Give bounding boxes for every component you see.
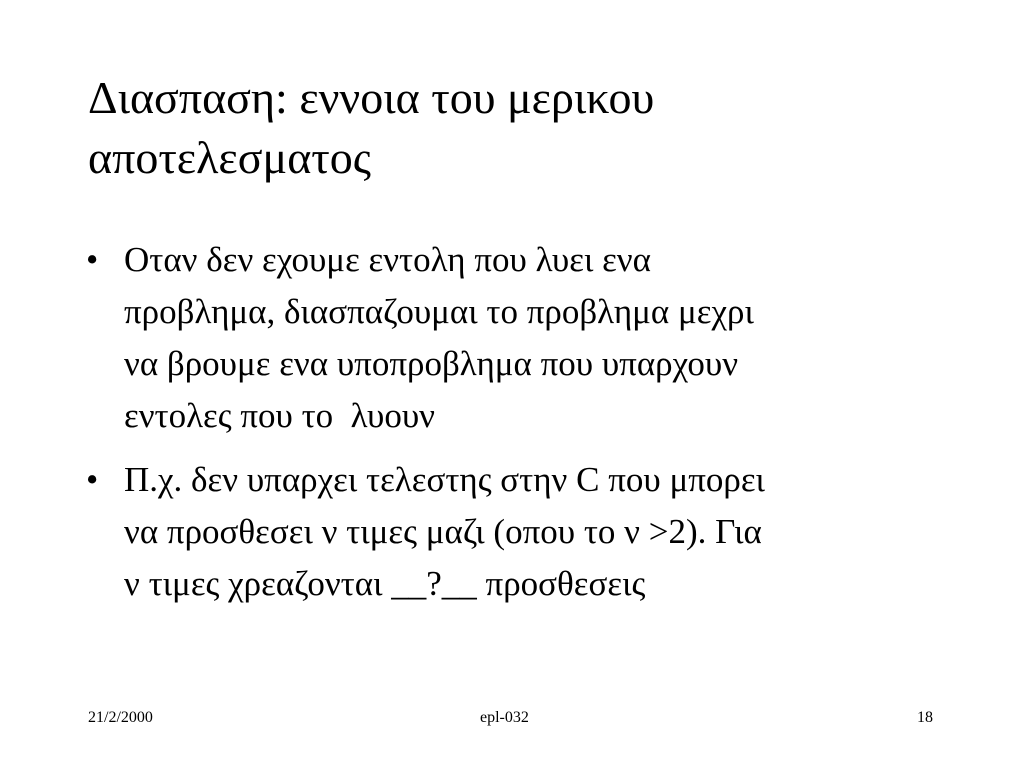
bullet-marker: •	[86, 240, 99, 279]
bullet-1-line-4: εντολες που το λυουν	[124, 396, 436, 435]
footer-page-number: 18	[917, 709, 933, 726]
footer-date: 21/2/2000	[88, 709, 153, 726]
bullet-1-line-3: να βρουμε ενα υποπροβλημα που υπαρχουν	[124, 344, 739, 383]
bullet-2-line-3: ν τιμες χρεαζονται __?__ προσθεσεις	[124, 564, 646, 603]
bullet-2-line-2: να προσθεσει ν τιμες μαζι (οπου το ν >2). Για	[124, 512, 762, 551]
bullet-2-line-1: Π.χ. δεν υπαρχει τελεστης στην C που μπορει	[124, 460, 765, 499]
bullet-item-1	[86, 234, 986, 442]
slide-title	[88, 68, 968, 188]
bullet-1-line-1: Οταν δεν εχουμε εντολη που λυει ενα	[124, 240, 651, 279]
bullet-marker: •	[86, 460, 99, 499]
bullet-list	[86, 234, 986, 622]
slide-title-line-1: Διασπαση: εννοια του μερικου	[88, 72, 655, 123]
bullet-item-2	[86, 454, 986, 610]
slide-title-line-2: αποτελεσματος	[88, 132, 372, 183]
footer-course-code: epl-032	[480, 709, 529, 726]
bullet-1-line-2: προβλημα, διασπαζουμαι το προβλημα μεχρι	[124, 292, 754, 331]
